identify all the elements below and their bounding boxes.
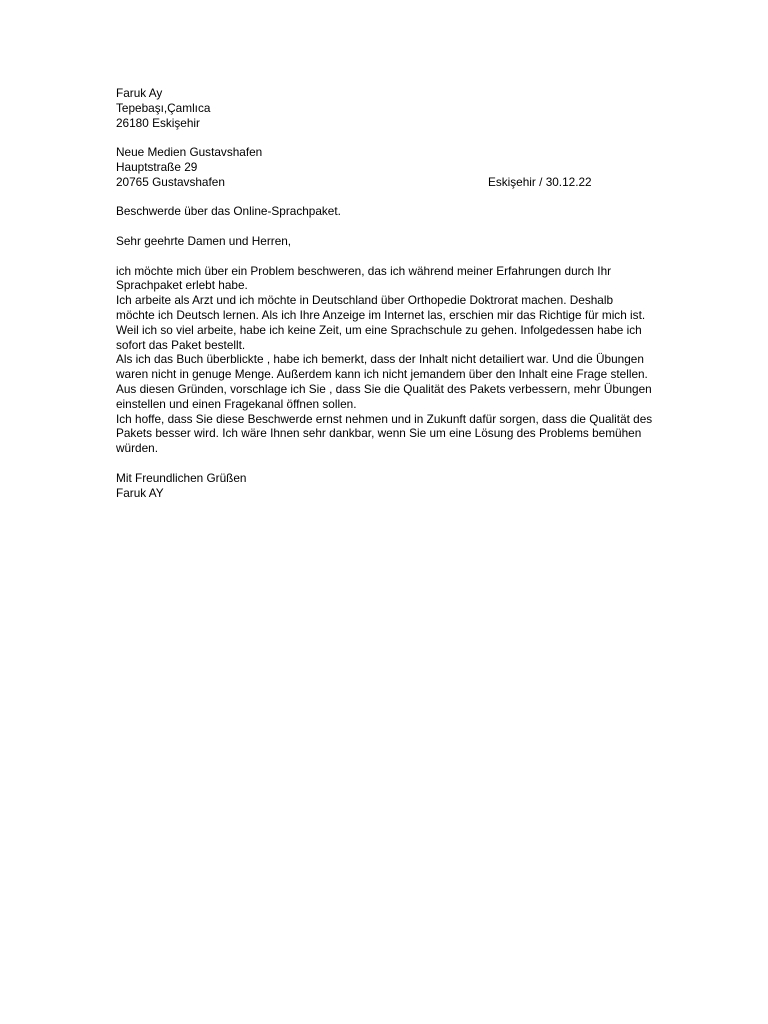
- body-line: einstellen und einen Fragekanal öffnen sollen.: [116, 396, 357, 411]
- letter-page: [116, 86, 656, 500]
- body-line: ich möchte mich über ein Problem beschweren, das ich während meiner Erfahrungen durch Ihr: [116, 263, 612, 278]
- sender-name: Faruk Ay: [116, 86, 163, 100]
- subject-line: Beschwerde über das Online-Sprachpaket.: [116, 204, 341, 219]
- body-line: Pakets besser wird. Ich wäre Ihnen sehr dankbar, wenn Sie um eine Lösung des Problems bemühen: [116, 426, 642, 441]
- spacer: [116, 130, 656, 145]
- signature: Faruk AY: [116, 485, 164, 500]
- spacer: [116, 249, 656, 264]
- body-line: Sprachpaket erlebt habe.: [116, 278, 248, 293]
- spacer: [116, 190, 656, 205]
- salutation: Sehr geehrte Damen und Herren,: [116, 233, 292, 248]
- recipient-name: Neue Medien Gustavshafen: [116, 145, 263, 160]
- letter-body: [116, 264, 656, 456]
- body-line: Ich hoffe, dass Sie diese Beschwerde ernst nehmen und in Zukunft dafür sorgen, dass die Qualität des: [116, 411, 653, 426]
- body-line: sofort das Paket bestellt.: [116, 337, 246, 352]
- body-line: Ich arbeite als Arzt und ich möchte in Deutschland über Orthopedie Doktrorat machen. Deshalb: [116, 293, 614, 308]
- closing: Mit Freundlichen Grüßen: [116, 470, 247, 485]
- body-line: würden.: [116, 441, 158, 456]
- body-line: waren nicht in genuge Menge. Außerdem kann ich nicht jemandem über den Inhalt eine Frage stellen.: [116, 367, 648, 382]
- sender-street: Tepebaşı,Çamlıca: [116, 100, 211, 115]
- body-line: Aus diesen Gründen, vorschlage ich Sie , dass Sie die Qualität des Pakets verbessern, mehr Übungen: [116, 381, 652, 396]
- body-line: Als ich das Buch überblickte , habe ich bemerkt, dass der Inhalt nicht detailiert war. Und die Übungen: [116, 352, 644, 367]
- spacer: [116, 456, 656, 471]
- recipient-street: Hauptstraße 29: [116, 159, 198, 174]
- sender-address: [116, 86, 656, 130]
- place-date: Eskişehir / 30.12.22: [488, 174, 592, 189]
- recipient-city: 20765 Gustavshafen: [116, 174, 225, 189]
- recipient-address: [116, 145, 656, 189]
- recipient-city-row: [116, 175, 656, 190]
- sender-city: 26180 Eskişehir: [116, 115, 200, 130]
- body-line: möchte ich Deutsch lernen. Als ich Ihre Anzeige im Internet las, erschien mir das Richtige für mich ist.: [116, 307, 646, 322]
- body-line: Weil ich so viel arbeite, habe ich keine Zeit, um eine Sprachschule zu gehen. Infolgedessen habe ich: [116, 322, 642, 337]
- spacer: [116, 219, 656, 234]
